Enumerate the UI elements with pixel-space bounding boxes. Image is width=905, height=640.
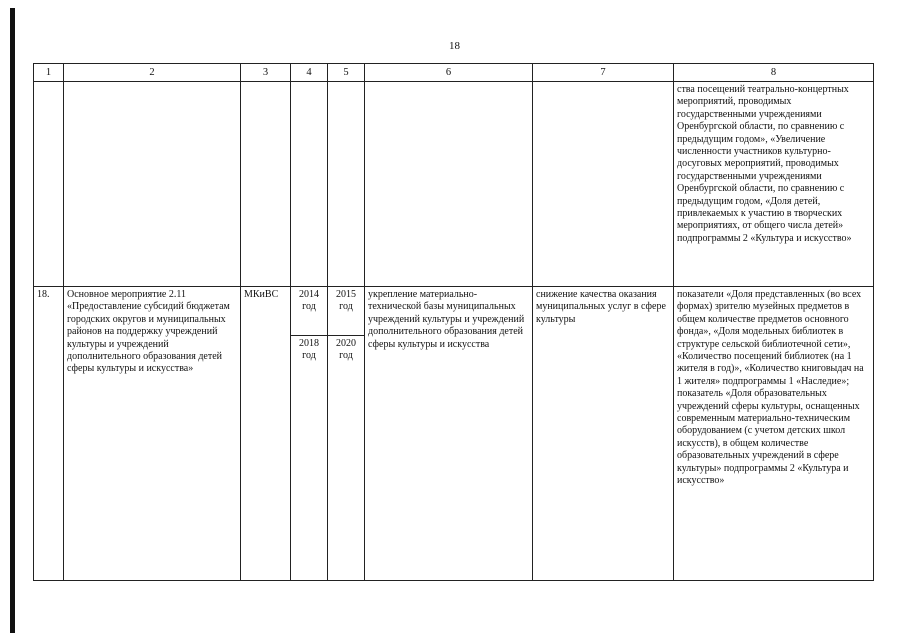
expected-result: укрепление материально-технической базы муниципальных учреждений культуры и учреждений дополнительного образования детей сферы культуры и искусства	[365, 287, 533, 581]
cell-empty	[533, 82, 674, 287]
end-year: 2020 год	[328, 336, 365, 581]
cell-empty	[34, 82, 64, 287]
column-number: 6	[365, 64, 533, 82]
cell-empty	[64, 82, 241, 287]
cell-empty	[241, 82, 291, 287]
cell-empty	[328, 82, 365, 287]
measure-name: Основное мероприятие 2.11 «Предоставление субсидий бюджетам городских округов и муниципальных районов на поддержку учреждений культуры и учреждений дополнительного образования детей сферы культуры и искусства»	[64, 287, 241, 581]
column-number: 7	[533, 64, 674, 82]
column-number: 4	[291, 64, 328, 82]
cell-empty	[365, 82, 533, 287]
table-row	[34, 287, 874, 336]
cell-empty	[291, 82, 328, 287]
binding-margin-line	[10, 8, 15, 633]
column-number: 8	[674, 64, 874, 82]
column-number: 5	[328, 64, 365, 82]
start-year: 2018 год	[291, 336, 328, 581]
table-row-continued	[34, 82, 874, 287]
indicators-subprogram-2: показатель «Доля образовательных учреждений сферы культуры, оснащенных современным материально-техническим оборудованием (с учетом детских школ искусств), в общем количестве образовательных учреждений в сфере культуры» подпрограммы 2 «Культура и искусство»	[677, 388, 860, 487]
row-number: 18.	[34, 287, 64, 581]
program-measures-table	[33, 63, 874, 581]
column-number-row	[34, 64, 874, 82]
indicators-continued: ства посещений театрально-концертных мероприятий, проводимых государственными учреждениями Оренбургской области, по сравнению с предыдущим годом», «Увеличение численности участников культурно-досуговых мероприятий, проводимых государственными учреждениями Оренбургской области, по сравнению с предыдущим годом, «Доля детей, привлекаемых к участию в творческих мероприятиях, от общего числа детей» подпрограммы 2 «Культура и искусство»	[674, 82, 874, 287]
non-implementation-consequence: снижение качества оказания муниципальных услуг в сфере культуры	[533, 287, 674, 581]
start-year: 2014 год	[291, 287, 328, 336]
page-number: 18	[449, 40, 460, 52]
column-number: 2	[64, 64, 241, 82]
column-number: 1	[34, 64, 64, 82]
column-number: 3	[241, 64, 291, 82]
indicators-subprogram-1: показатели «Доля представленных (во всех формах) зрителю музейных предметов в общем количестве предметов основного фонда», «Доля модельных библиотек в структуре сельской библиотечной сети», «Количество посещений библиотек (на 1 жителя в год)», «Количество книговыдач на 1 жителя» подпрограммы 1 «Наследие»;	[677, 289, 864, 387]
end-year: 2015 год	[328, 287, 365, 336]
indicators	[674, 287, 874, 581]
executor: МКиВС	[241, 287, 291, 581]
